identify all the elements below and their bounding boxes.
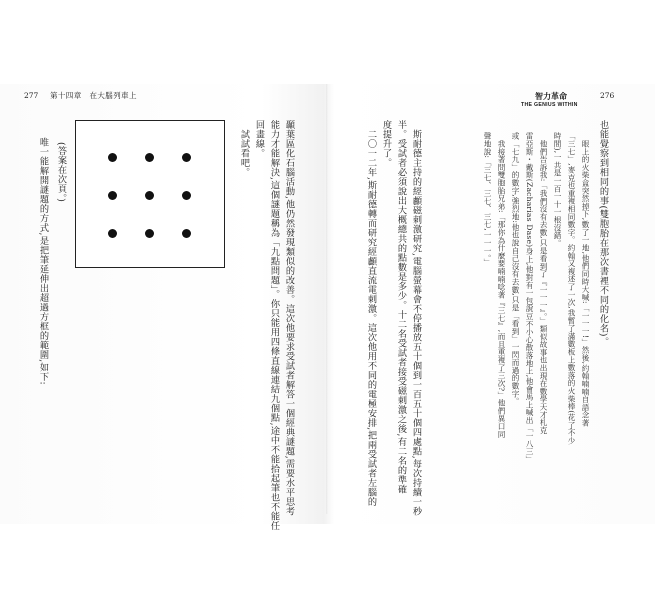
left-page-line: 度提升了。 <box>380 120 392 168</box>
right-page-line: 眼上的火柴盒突然掉下,數了一地,他們同時大喊:「一一一!」然後,約翰喃喃自語念著 <box>581 132 590 427</box>
nine-dot-puzzle-figure <box>75 120 225 268</box>
figure-caption: (答案在次頁。) <box>55 142 67 203</box>
puzzle-dot <box>108 229 117 238</box>
right-page-line: 也能覺察到相同的事(雙胞胎在那次書裡不同的化名)。 <box>597 120 609 347</box>
left-running-header: 第十四章 在大腦列車上 <box>50 91 137 100</box>
right-page-line: 聲地說:「三七、三七、三七,一一一。」 <box>483 132 492 267</box>
puzzle-dot <box>182 191 191 200</box>
left-page-line: 回畫線。 <box>253 120 265 158</box>
try-it-line: 試試看吧。 <box>238 120 250 177</box>
right-running-header-en: THE GENIUS WITHIN <box>521 102 578 108</box>
right-page-line: 雷亞斯・戴斯(Zacharias Dase)身上,他對有一包說豆不小心散落地上,他會馬上喊出「一八三」 <box>525 132 534 464</box>
puzzle-dot <box>145 191 154 200</box>
right-page-number: 276 <box>600 91 615 100</box>
right-page-line: 或「七九」的數字,強烈地:他也說自己沒有去數,只是「看到」一閃而過的數字。 <box>511 132 520 406</box>
left-page-line: 半。受試者必須說出大概總共的點數是多少。十二名受試者接受磁刺激之後,有二名的準確 <box>395 120 407 494</box>
right-page-line: 我接著問雙胞胎兄弟:「那你為什麼要喃喃唸著『三七』,而且重複了三次?」他們異口同 <box>497 132 506 439</box>
left-page-line: 斯耐德主持的經顱磁刺激研究,電腦螢幕會不停播放五十個到一百五十個四處點,每次持續一秒 <box>410 120 422 516</box>
left-page-line: 能力才能解決,這個謎題稱為「九點問題」。你只能用四條直線連結九個點,途中不能拾起筆也不能任 <box>268 120 280 531</box>
right-page-line: 他們告訴我:「我們沒有去數,只是看到了『一一一』。」類似故事也出現在數學天才札克 <box>539 132 548 434</box>
puzzle-dot <box>145 229 154 238</box>
puzzle-dot <box>182 229 191 238</box>
right-running-header: 智力革命 <box>535 91 567 101</box>
puzzle-dot <box>108 153 117 162</box>
left-page-number: 277 <box>24 91 39 100</box>
left-page-closing-line: 唯一能解開謎題的方式,是把筆延伸出超過方框的範圍,如下: <box>37 128 49 385</box>
left-page-line: 顳葉區化石腦活動,他仍然發現類似的改善。這次他要求受試者解答一個經典謎題,需要水平思考 <box>283 120 295 516</box>
right-page-line: 時間),一共是一百一十一根沒錯。 <box>553 132 562 247</box>
puzzle-dot <box>182 153 191 162</box>
puzzle-dot <box>145 153 154 162</box>
right-page-line: 「三七」,麥克也重複相同數字。約翰又複述了一次,我暫了滿數板上數落的火柴棒(花了不少 <box>567 132 576 445</box>
book-gutter <box>326 84 328 514</box>
puzzle-dot <box>108 191 117 200</box>
left-page-line: 二〇一二年,斯耐德轉而研究經顱直流電刺激。這次他用不同的電極安排,把兩受試者左腦的 <box>365 120 377 507</box>
